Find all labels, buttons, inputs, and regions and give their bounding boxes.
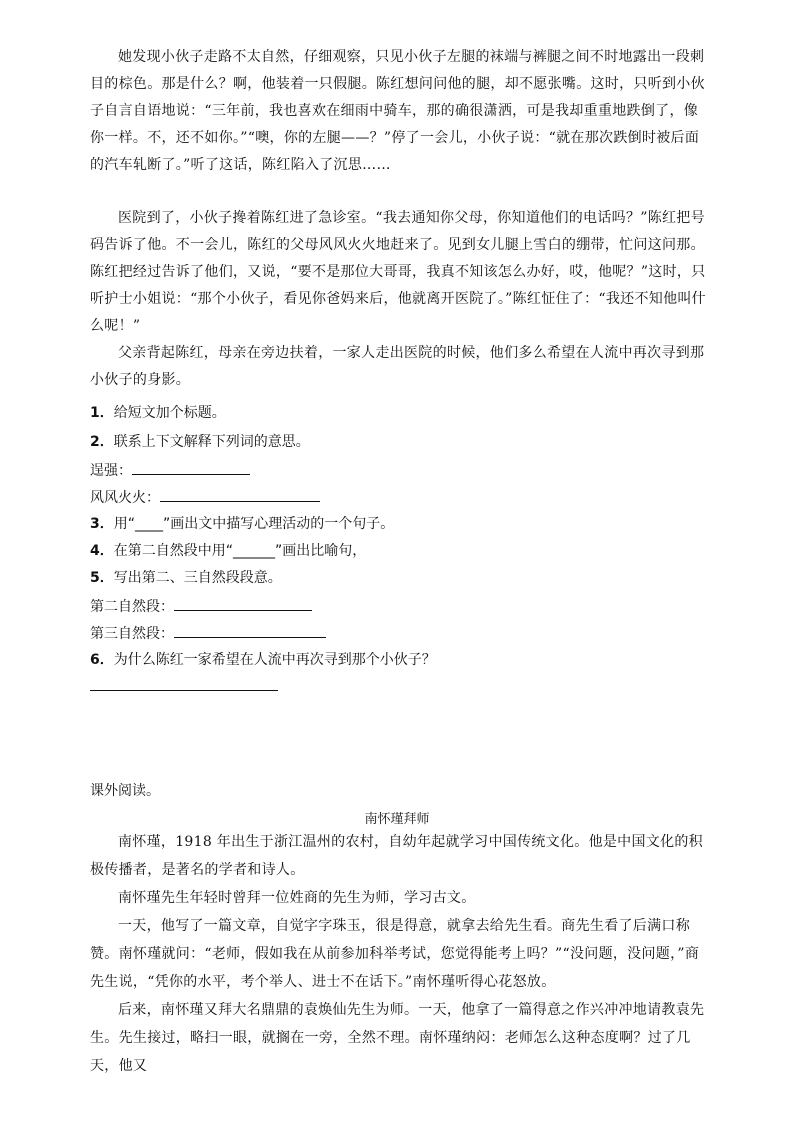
word-1-row xyxy=(90,460,250,481)
question-text-a: 用“ xyxy=(113,516,136,532)
article-paragraph-1: 南怀瑾，1918 年出生于浙江温州的农村，自幼年起就学习中国传统文化。他是中国文化的积极传播者，是著名的学者和诗人。 xyxy=(90,834,703,878)
question-1 xyxy=(90,403,226,423)
question-2 xyxy=(90,432,310,452)
question-5 xyxy=(90,568,282,588)
question-number: 6． xyxy=(90,652,114,668)
section-2-answer-blank[interactable] xyxy=(174,596,312,611)
word-2-row xyxy=(90,487,320,508)
word-2-label: 风风火火： xyxy=(90,490,160,506)
article-paragraph-2: 南怀瑾先生年轻时曾拜一位姓商的先生为师，学习古文。 xyxy=(118,890,476,906)
story-paragraph-1: 她发现小伙子走路不太自然，仔细观察，只见小伙子左腿的袜端与裤腿之间不时地露出一段刺目的棕色。那是什么？啊，他装着一只假腿。陈红想问问他的腿，却不愿张嘴。这时，只听到小伙子自言自语地说：“三年前，我也喜欢在细雨中骑车，那的确很潇洒，可是我却重重地跌倒了，像你一样。不，还不如你。”“噢，你的左腿——？”停了一会儿，小伙子说：“就在那次跌倒时被后面的汽车轧断了。”听了这话，陈红陷入了沉思…… xyxy=(90,49,705,173)
section-3-row xyxy=(90,623,326,644)
question-4 xyxy=(90,541,366,561)
question-text: 联系上下文解释下列词的意思。 xyxy=(113,434,310,450)
section-3-label: 第三自然段： xyxy=(90,626,174,642)
word-1-label: 逞强： xyxy=(90,463,132,479)
reading-heading: 课外阅读。 xyxy=(90,783,160,799)
question-number: 1． xyxy=(90,405,114,421)
story-paragraph-3: 父亲背起陈红，母亲在旁边扶着，一家人走出医院的时候，他们多么希望在人流中再次寻到那小伙子的身影。 xyxy=(90,345,705,388)
question-text: 写出第二、三自然段段意。 xyxy=(113,570,282,586)
question-text: 给短文加个标题。 xyxy=(113,405,226,421)
story-paragraph-2: 医院到了，小伙子搀着陈红进了急诊室。“我去通知你父母，你知道他们的电话吗？”陈红把号码告诉了他。不一会儿，陈红的父母风风火火地赶来了。见到女儿腿上雪白的绷带，忙问这问那。陈红把经过告诉了他们，又说，“要不是那位大哥哥，我真不知该怎么办好，哎，他呢？”这时，只听护士小姐说：“那个小伙子，看见你爸妈来后，他就离开医院了。”陈红怔住了：“我还不知他叫什么呢！” xyxy=(90,210,706,334)
question-text-b: ”画出文中描写心理活动的一个句子。 xyxy=(163,516,395,532)
section-3-answer-blank[interactable] xyxy=(174,623,326,638)
question-number: 2． xyxy=(90,434,114,450)
article-paragraph-3: 一天，他写了一篇文章，自觉字字珠玉，很是得意，就拿去给先生看。商先生看了后满口称赞。南怀瑾就问：“老师，假如我在从前参加科举考试，您觉得能考上吗？”“没问题，没问题，”商先生说，“凭你的水平，考个举人、进士不在话下。”南怀瑾听得心花怒放。 xyxy=(90,918,700,990)
question-text: 为什么陈红一家希望在人流中再次寻到那个小伙子？ xyxy=(113,652,436,668)
word-1-answer-blank[interactable] xyxy=(132,460,250,475)
section-2-label: 第二自然段： xyxy=(90,599,174,615)
question-text-b: ”画出比喻句， xyxy=(275,543,367,559)
question-number: 5． xyxy=(90,570,114,586)
question-6 xyxy=(90,650,436,670)
question-text-a: 在第二自然段中用“ xyxy=(113,543,234,559)
question-6-answer-line[interactable] xyxy=(90,690,278,691)
word-2-answer-blank[interactable] xyxy=(160,487,320,502)
article-paragraph-4: 后来，南怀瑾又拜大名鼎鼎的袁焕仙先生为师。一天，他拿了一篇得意之作兴冲冲地请教袁先生。先生接过，略扫一眼，就搁在一旁，全然不理。南怀瑾纳闷：老师怎么这种态度啊？过了几天，他又 xyxy=(90,1002,705,1074)
article-title: 南怀瑾拜师 xyxy=(364,812,430,827)
question-number: 3． xyxy=(90,516,114,532)
section-2-row xyxy=(90,596,312,617)
question-number: 4． xyxy=(90,543,114,559)
underline-mark: ____ xyxy=(135,516,164,532)
underline-mark: ______ xyxy=(233,543,276,559)
question-3 xyxy=(90,514,394,534)
